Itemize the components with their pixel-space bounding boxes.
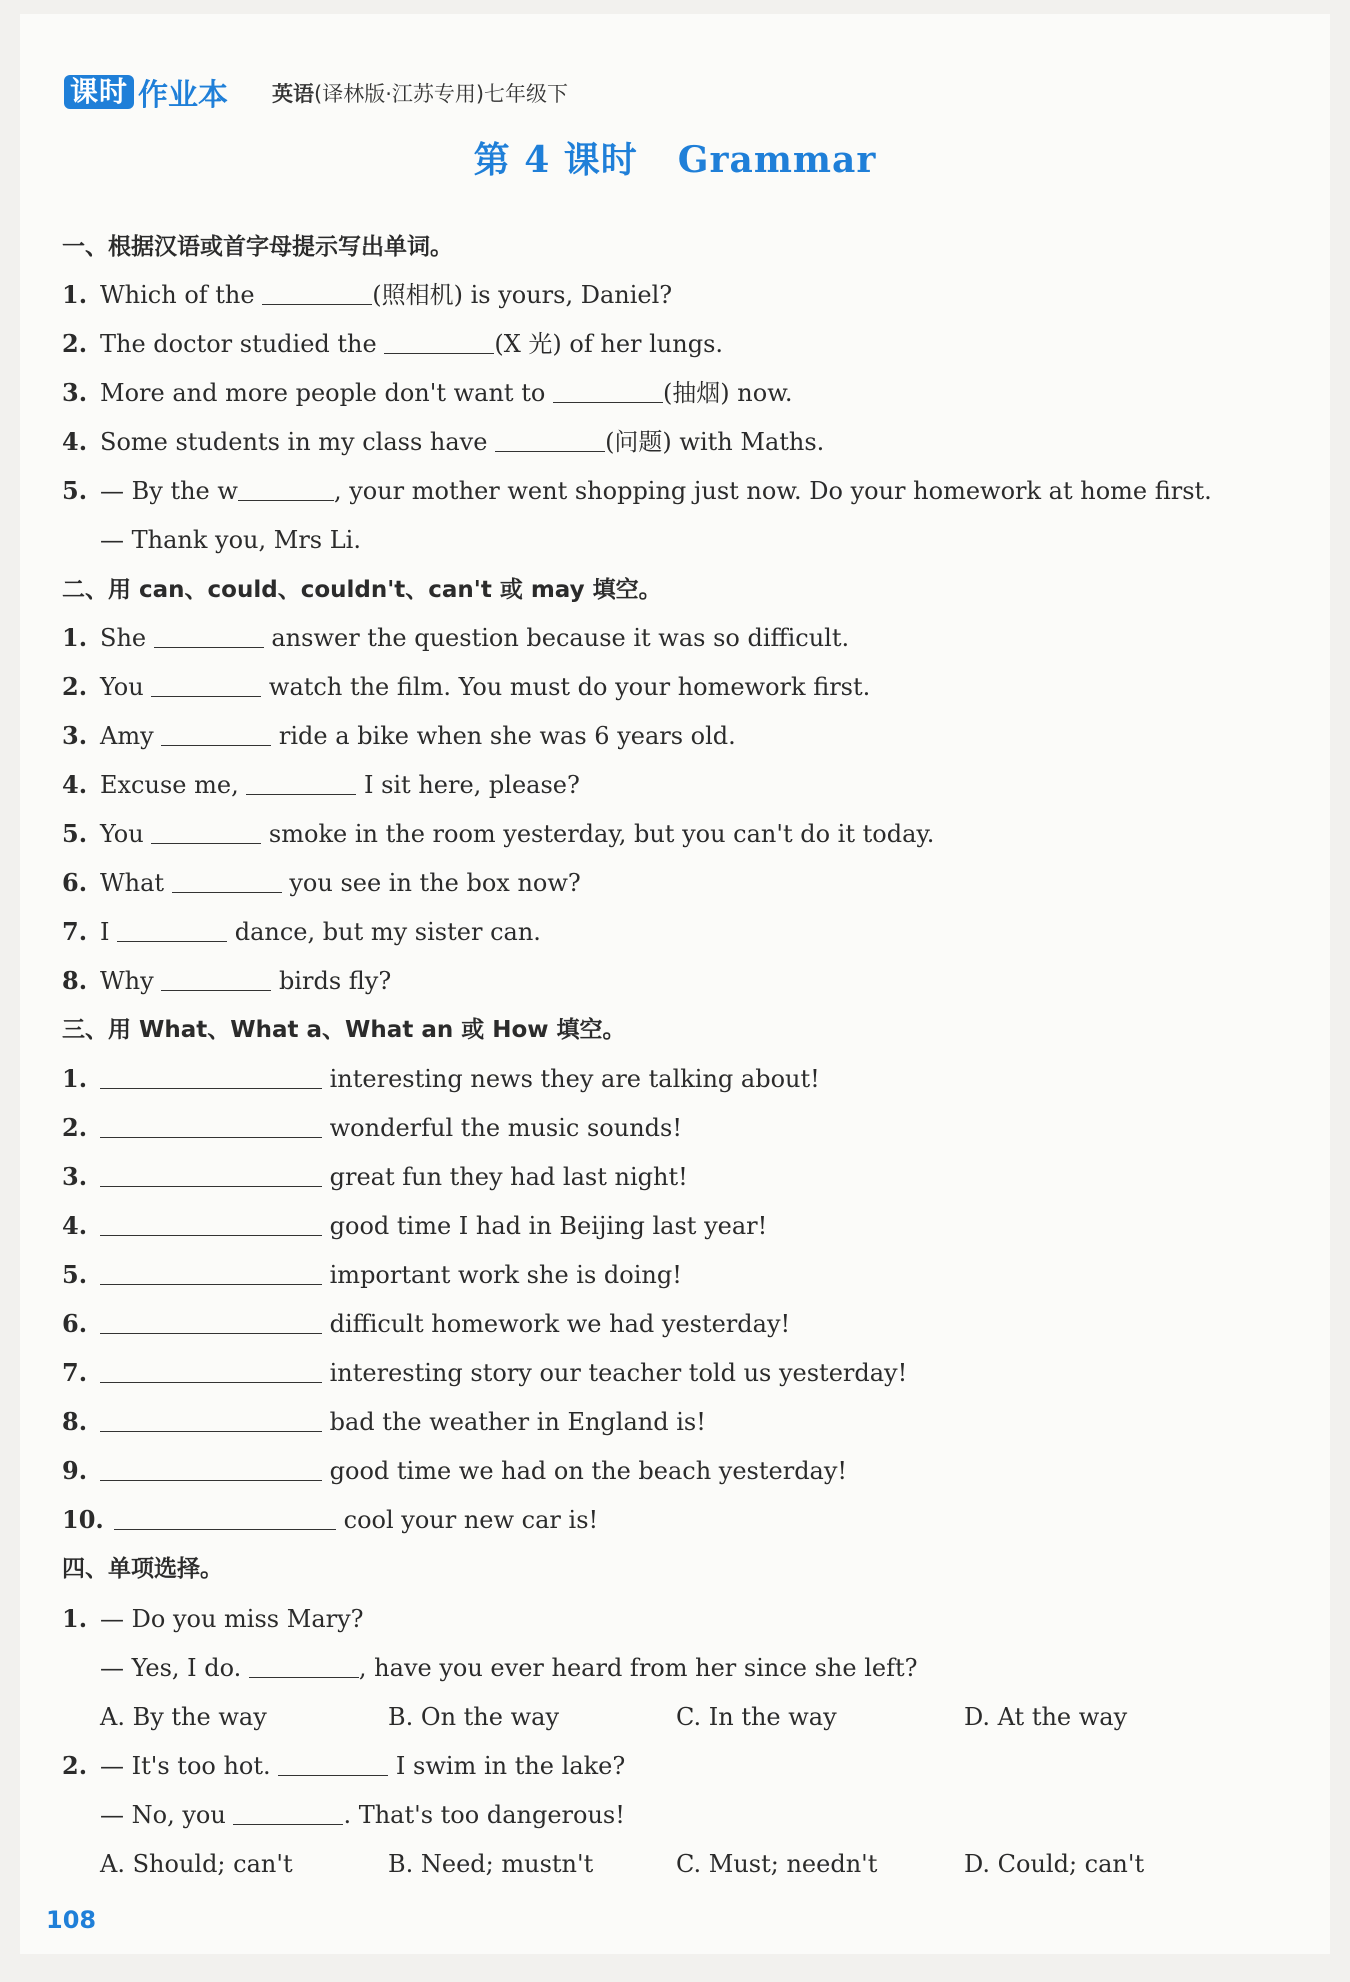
s2-question-7: 7. I dance, but my sister can. (62, 917, 541, 946)
s4-q2-options (100, 1849, 1144, 1879)
logo-badge: 课时 (64, 75, 134, 109)
answer-blank[interactable] (151, 821, 261, 844)
answer-blank[interactable] (161, 968, 271, 991)
title-en: Grammar (677, 139, 877, 181)
section2-heading: 二、用 can、could、couldn't、can't 或 may 填空。 (62, 577, 662, 603)
s1-question-2: 2. The doctor studied the (X 光) of her lungs. (62, 329, 724, 358)
answer-blank[interactable] (114, 1507, 336, 1530)
s3-question-2: 2. wonderful the music sounds! (62, 1113, 682, 1142)
s1-question-5-reply: — Thank you, Mrs Li. (100, 526, 361, 554)
s4-q2-line1: 2. — It's too hot. I swim in the lake? (62, 1751, 626, 1780)
answer-blank[interactable] (100, 1458, 322, 1481)
s1-question-1: 1. Which of the (照相机) is yours, Daniel? (62, 280, 673, 309)
option-c[interactable]: C. Must; needn't (676, 1850, 878, 1878)
s3-question-5: 5. important work she is doing! (62, 1260, 682, 1289)
s3-question-6: 6. difficult homework we had yesterday! (62, 1309, 791, 1338)
answer-blank[interactable] (100, 1115, 322, 1138)
title-cn: 第 4 课时 (473, 139, 638, 181)
option-c[interactable]: C. In the way (676, 1703, 837, 1731)
s2-question-6: 6. What you see in the box now? (62, 868, 581, 897)
answer-blank[interactable] (100, 1360, 322, 1383)
subject-line (272, 78, 568, 108)
answer-blank[interactable] (100, 1311, 322, 1334)
s4-q1-line2: — Yes, I do. , have you ever heard from her since she left? (100, 1654, 918, 1682)
s2-question-5: 5. You smoke in the room yesterday, but you can't do it today. (62, 819, 935, 848)
answer-blank[interactable] (262, 282, 372, 305)
s3-question-8: 8. bad the weather in England is! (62, 1407, 706, 1436)
s3-question-4: 4. good time I had in Beijing last year! (62, 1211, 768, 1240)
section4-heading: 四、单项选择。 (62, 1556, 223, 1582)
answer-blank[interactable] (246, 772, 356, 795)
answer-blank[interactable] (161, 723, 271, 746)
s1-question-4: 4. Some students in my class have (问题) with Maths. (62, 427, 825, 456)
answer-blank[interactable] (384, 331, 494, 354)
s3-question-3: 3. great fun they had last night! (62, 1162, 688, 1191)
answer-blank[interactable] (249, 1655, 359, 1678)
subject-edition: (译林版·江苏专用)七年级下 (314, 82, 569, 106)
answer-blank[interactable] (553, 380, 663, 403)
option-b[interactable]: B. Need; mustn't (388, 1850, 594, 1878)
s3-question-7: 7. interesting story our teacher told us yesterday! (62, 1358, 908, 1387)
section3-heading: 三、用 What、What a、What an 或 How 填空。 (62, 1017, 626, 1043)
s4-q1-options (100, 1702, 1127, 1732)
s1-question-3: 3. More and more people don't want to (抽烟) now. (62, 378, 793, 407)
answer-blank[interactable] (154, 625, 264, 648)
answer-blank[interactable] (117, 919, 227, 942)
s3-question-1: 1. interesting news they are talking about! (62, 1064, 820, 1093)
option-d[interactable]: D. At the way (964, 1703, 1128, 1731)
s2-question-8: 8. Why birds fly? (62, 966, 392, 995)
s3-question-10: 10. cool your new car is! (62, 1505, 599, 1534)
s2-question-1: 1. She answer the question because it was so difficult. (62, 623, 850, 652)
logo (64, 70, 228, 114)
answer-blank[interactable] (151, 674, 261, 697)
answer-blank[interactable] (100, 1409, 322, 1432)
s2-question-2: 2. You watch the film. You must do your homework first. (62, 672, 871, 701)
answer-blank[interactable] (233, 1802, 343, 1825)
section1-heading: 一、根据汉语或首字母提示写出单词。 (62, 234, 453, 260)
worksheet-page (20, 14, 1330, 1954)
option-d[interactable]: D. Could; can't (964, 1850, 1145, 1878)
s2-question-3: 3. Amy ride a bike when she was 6 years old. (62, 721, 736, 750)
answer-blank[interactable] (100, 1262, 322, 1285)
answer-blank[interactable] (100, 1213, 322, 1236)
subject-name: 英语 (272, 82, 314, 106)
s4-q1-line1: 1. — Do you miss Mary? (62, 1604, 364, 1633)
answer-blank[interactable] (100, 1164, 322, 1187)
option-b[interactable]: B. On the way (388, 1703, 559, 1731)
option-a[interactable]: A. By the way (100, 1703, 267, 1731)
page-number: 108 (46, 1906, 97, 1934)
answer-blank[interactable] (278, 1753, 388, 1776)
option-a[interactable]: A. Should; can't (100, 1850, 293, 1878)
answer-blank[interactable] (172, 870, 282, 893)
page-title (20, 132, 1330, 183)
s2-question-4: 4. Excuse me, I sit here, please? (62, 770, 580, 799)
answer-blank[interactable] (495, 429, 605, 452)
s4-q2-line2: — No, you . That's too dangerous! (100, 1801, 625, 1829)
answer-blank[interactable] (238, 478, 334, 501)
logo-text: 作业本 (138, 78, 229, 113)
s1-question-5: 5. — By the w , your mother went shopping just now. Do your homework at home first. (62, 476, 1212, 505)
s3-question-9: 9. good time we had on the beach yesterday! (62, 1456, 848, 1485)
answer-blank[interactable] (100, 1066, 322, 1089)
